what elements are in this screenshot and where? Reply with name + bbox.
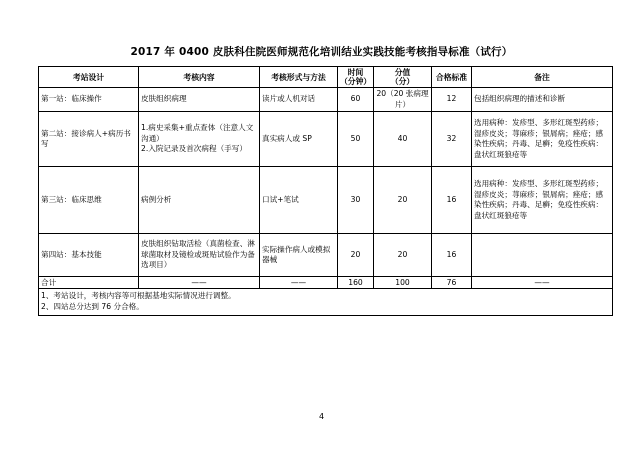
- cell-pass: 32: [432, 112, 472, 167]
- header-method: 考核形式与方法: [260, 67, 338, 88]
- cell-time: 60: [338, 88, 374, 112]
- header-note: 备注: [472, 67, 613, 88]
- table-row-station-3: [39, 167, 613, 234]
- cell-method: 真实病人或 SP: [260, 112, 338, 167]
- total-label: 合计: [39, 277, 139, 289]
- total-score: 100: [374, 277, 432, 289]
- cell-content: 1.病史采集+重点查体（注意人文沟通） 2.入院记录及首次病程（手写）: [139, 112, 260, 167]
- footnotes: 1、考站设计，考核内容等可根据基地实际情况进行调整。 2、四站总分达到 76 分合格。: [39, 289, 613, 316]
- cell-time: 30: [338, 167, 374, 234]
- total-content: ——: [139, 277, 260, 289]
- cell-pass: 16: [432, 167, 472, 234]
- header-station: 考站设计: [39, 67, 139, 88]
- total-time: 160: [338, 277, 374, 289]
- cell-station: 第二站：接诊病人+病历书写: [39, 112, 139, 167]
- cell-pass: 16: [432, 234, 472, 277]
- cell-pass: 12: [432, 88, 472, 112]
- cell-score: 20: [374, 167, 432, 234]
- cell-time: 20: [338, 234, 374, 277]
- cell-note: 选用病种：发疹型、多形红斑型药疹；湿疹皮炎；荨麻疹；银屑病；痤疮；感染性疾病；丹毒、足癣；免疫性疾病：盘状红斑狼疮等: [472, 112, 613, 167]
- cell-method: 实际操作病人或模拟器械: [260, 234, 338, 277]
- header-score: 分值 （分）: [374, 67, 432, 88]
- cell-note: [472, 234, 613, 277]
- assessment-standard-table: [38, 66, 613, 316]
- cell-station: 第三站：临床思维: [39, 167, 139, 234]
- table-row-station-4: [39, 234, 613, 277]
- cell-station: 第四站：基本技能: [39, 234, 139, 277]
- total-note: ——: [472, 277, 613, 289]
- cell-score: 40: [374, 112, 432, 167]
- cell-content: 皮肤组织病理: [139, 88, 260, 112]
- cell-content: 皮肤组织钻取活检（真菌检查、淋球菌取材及镜检或斑贴试验作为备选项目）: [139, 234, 260, 277]
- cell-method: 读片或人机对话: [260, 88, 338, 112]
- table-row-notes: [39, 289, 613, 316]
- table-header-row: [39, 67, 613, 88]
- cell-station: 第一站：临床操作: [39, 88, 139, 112]
- cell-note: 选用病种：发疹型、多形红斑型药疹；湿疹皮炎；荨麻疹；银屑病；痤疮；感染性疾病；丹毒、足癣；免疫性疾病：盘状红斑狼疮等: [472, 167, 613, 234]
- header-pass: 合格标准: [432, 67, 472, 88]
- document-title: 2017 年 0400 皮肤科住院医师规范化培训结业实践技能考核指导标准（试行）: [130, 46, 513, 58]
- total-method: ——: [260, 277, 338, 289]
- cell-method: 口试+笔试: [260, 167, 338, 234]
- header-content: 考核内容: [139, 67, 260, 88]
- cell-score: 20（20 张病理片）: [374, 88, 432, 112]
- cell-time: 50: [338, 112, 374, 167]
- page-number: 4: [318, 412, 325, 421]
- cell-content: 病例分析: [139, 167, 260, 234]
- table-row-station-1: [39, 88, 613, 112]
- cell-note: 包括组织病理的描述和诊断: [472, 88, 613, 112]
- total-pass: 76: [432, 277, 472, 289]
- cell-score: 20: [374, 234, 432, 277]
- table-row-total: [39, 277, 613, 289]
- header-time: 时间 （分钟）: [338, 67, 374, 88]
- table-row-station-2: [39, 112, 613, 167]
